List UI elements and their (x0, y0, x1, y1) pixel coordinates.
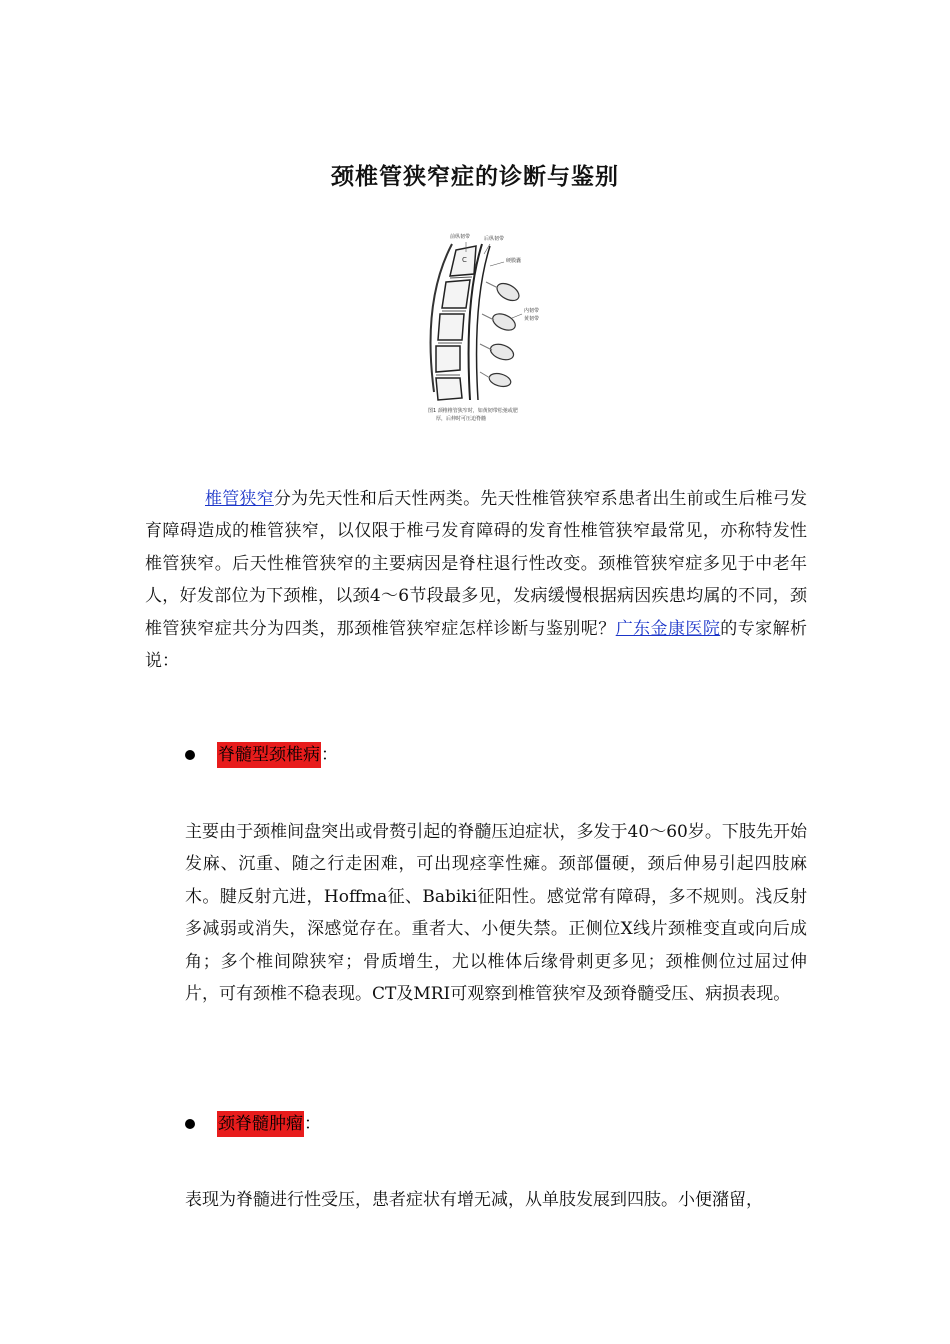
link-hospital[interactable]: 广东金康医院 (615, 618, 721, 639)
section-heading (185, 742, 338, 768)
heading-colon: ： (304, 1114, 321, 1134)
intro-text-end: 的专家解析说： (145, 618, 808, 672)
figure-label: C (462, 256, 467, 264)
figure-label: 黄韧带 (524, 316, 540, 322)
section-body: 表现为脊髓进行性受压，患者症状有增无减，从单肢发展到四肢。小便潴留， (185, 1190, 763, 1210)
spine-diagram (412, 222, 548, 432)
intro-paragraph (145, 483, 807, 677)
section-heading-text: 脊髓型颈椎病 (217, 742, 321, 768)
spine-diagram-figure (412, 222, 548, 432)
link-spinal-stenosis[interactable]: 椎管狭窄 (205, 489, 274, 509)
figure-label: 硬膜囊 (506, 258, 522, 264)
bullet-icon (185, 750, 195, 760)
section-heading (185, 1111, 321, 1137)
section-body: 主要由于颈椎间盘突出或骨赘引起的脊髓压迫症状，多发于40～60岁。下肢先开始发麻、沉重、随之行走困难，可出现痉挛性瘫。颈部僵硬，颈后伸易引起四肢麻木。腱反射亢进，Hoffma征、Babiki征阳性。感觉常有障碍，多不规则。浅反射多减弱或消失，深感觉存在。重者大、小便失禁。正侧位X线片颈椎变直或向后成角；多个椎间隙狭窄；骨质增生，尤以椎体后缘骨刺更多见；颈椎侧位过屈过伸片，可有颈椎不稳表现。CT及MRI可观察到椎管狭窄及颈脊髓受压、病损表现。 (185, 822, 807, 1005)
intro-text: 分为先天性和后天性两类。先天性椎管狭窄系患者出生前或生后椎弓发育障碍造成的椎管狭窄，以仅限于椎弓发育障碍的发育性椎管狭窄最常见，亦称特发性椎管狭窄。后天性椎管狭窄的主要病因是脊柱退行性改变。颈椎管狭窄症多见于中老年人，好发部位为下颈椎，以颈4～6节段最多见，发病缓慢根据病因疾患均属的不同，颈椎管狭窄症共分为四类，那颈椎管狭窄症怎样诊断与鉴别呢？ (145, 489, 808, 639)
page-title: 颈椎管狭窄症的诊断与鉴别 (331, 164, 619, 190)
figure-caption: 图1 颈椎椎管狭窄时，如黄韧带松弛或肥 (428, 408, 518, 414)
figure-label: 内韧带 (524, 308, 540, 314)
bullet-icon (185, 1119, 195, 1129)
section-heading-text: 颈脊髓肿瘤 (217, 1111, 304, 1137)
figure-label: 前纵韧带 (450, 234, 471, 240)
figure-label: 后纵韧带 (484, 236, 505, 242)
heading-colon: ： (321, 745, 338, 765)
figure-caption: 厚，后伸时可压迫脊髓 (436, 416, 487, 422)
